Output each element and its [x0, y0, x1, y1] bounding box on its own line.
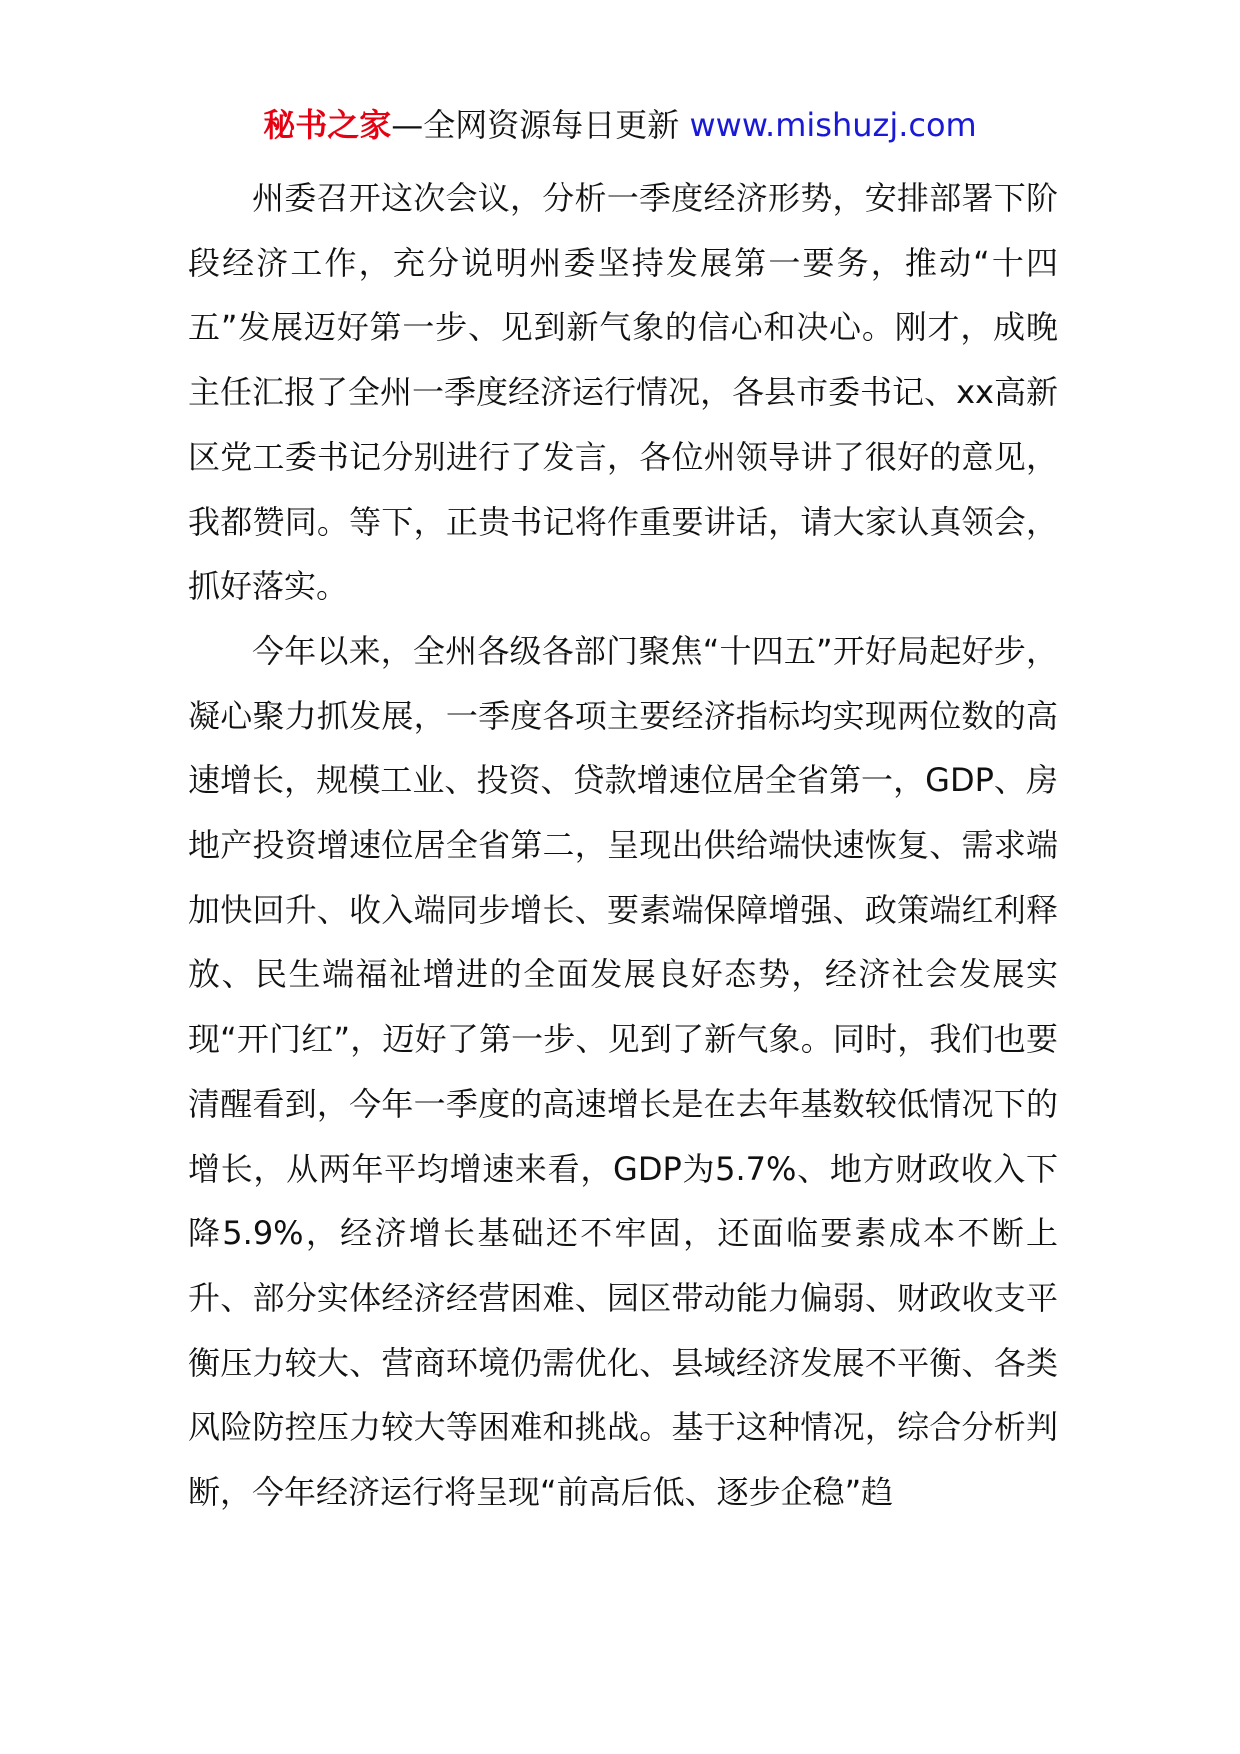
- brand-name: 秘书之家: [263, 106, 392, 144]
- site-url-link[interactable]: www.mishuzj.com: [689, 106, 977, 144]
- paragraph-1: 州委召开这次会议，分析一季度经济形势，安排部署下阶段经济工作，充分说明州委坚持发展第一要务，推动“十四五”发展迈好第一步、见到新气象的信心和决心。刚才，成晚主任汇报了全州一季度经济运行情况，各县市委书记、xx高新区党工委书记分别进行了发言，各位州领导讲了很好的意见，我都赞同。等下，正贵书记将作重要讲话，请大家认真领会，抓好落实。: [188, 179, 1058, 606]
- paragraph-2: 今年以来，全州各级各部门聚焦“十四五”开好局起好步，凝心聚力抓发展，一季度各项主要经济指标均实现两位数的高速增长，规模工业、投资、贷款增速位居全省第一，GDP、房地产投资增速位居全省第二，呈现出供给端快速恢复、需求端加快回升、收入端同步增长、要素端保障增强、政策端红利释放、民生端福祉增进的全面发展良好态势，经济社会发展实现“开门红”，迈好了第一步、见到了新气象。同时，我们也要清醒看到，今年一季度的高速增长是在去年基数较低情况下的增长，从两年平均增速来看，GDP为5.7%、地方财政收入下降5.9%，经济增长基础还不牢固，还面临要素成本不断上升、部分实体经济经营困难、园区带动能力偏弱、财政收支平衡压力较大、营商环境仍需优化、县域经济发展不平衡、各类风险防控压力较大等困难和挑战。基于这种情况，综合分析判断，今年经济运行将呈现“前高后低、逐步企稳”趋: [188, 631, 1058, 1512]
- document-header: [0, 103, 1240, 147]
- header-slogan: —全网资源每日更新: [391, 106, 680, 144]
- document-body: [188, 166, 1058, 1525]
